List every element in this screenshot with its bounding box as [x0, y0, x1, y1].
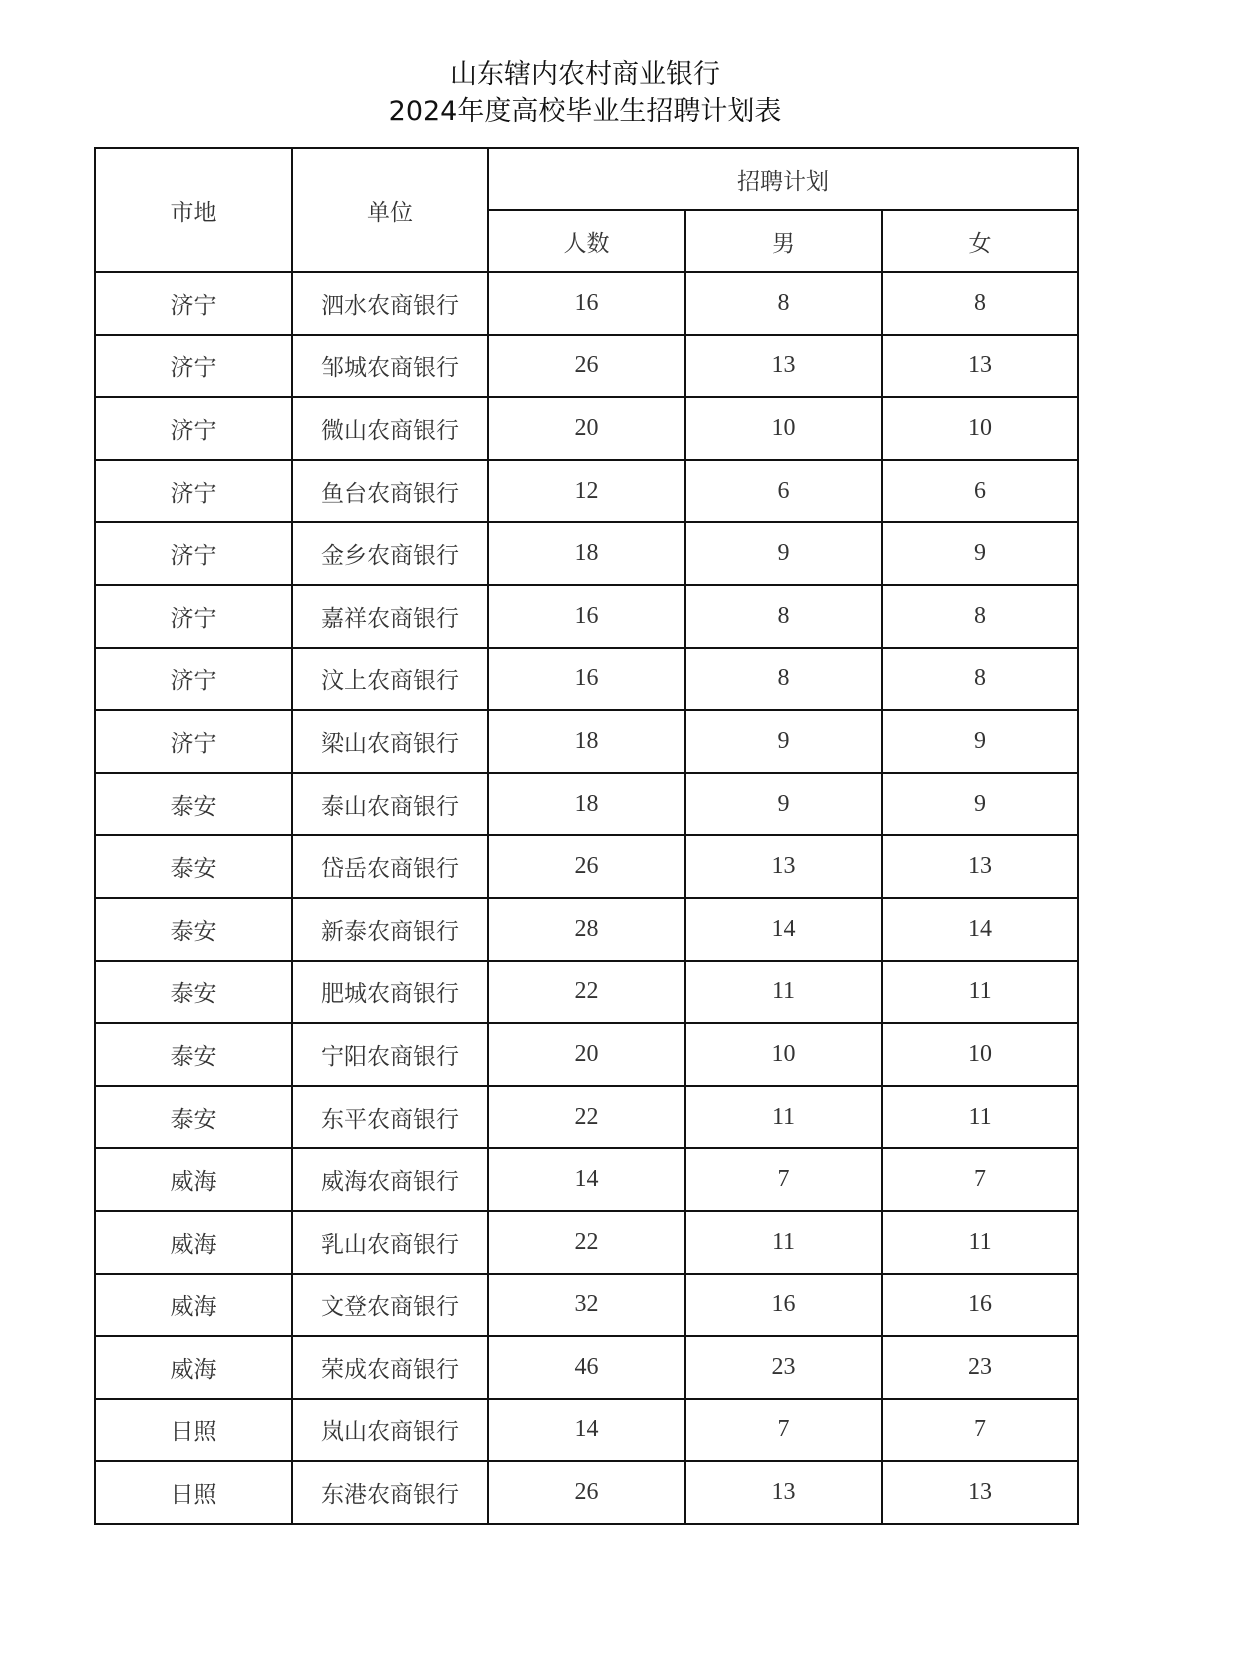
unit-cell: 嘉祥农商银行: [292, 585, 488, 648]
table-row: [95, 835, 1078, 898]
table-row: [95, 1023, 1078, 1086]
male-cell: 11: [685, 1211, 882, 1274]
total-cell: 22: [488, 961, 685, 1024]
city-cell: 济宁: [95, 272, 292, 335]
header-city: 市地: [95, 148, 292, 272]
unit-cell: 乳山农商银行: [292, 1211, 488, 1274]
male-cell: 14: [685, 898, 882, 961]
table-row: [95, 272, 1078, 335]
male-cell: 11: [685, 961, 882, 1024]
table-row: [95, 1336, 1078, 1399]
total-cell: 22: [488, 1211, 685, 1274]
male-cell: 8: [685, 648, 882, 711]
male-cell: 9: [685, 522, 882, 585]
unit-cell: 梁山农商银行: [292, 710, 488, 773]
table-row: [95, 1211, 1078, 1274]
table-row: [95, 1148, 1078, 1211]
total-cell: 16: [488, 585, 685, 648]
city-cell: 济宁: [95, 397, 292, 460]
male-cell: 13: [685, 1461, 882, 1524]
unit-cell: 泰山农商银行: [292, 773, 488, 836]
city-cell: 泰安: [95, 1086, 292, 1149]
city-cell: 威海: [95, 1336, 292, 1399]
city-cell: 威海: [95, 1211, 292, 1274]
female-cell: 14: [882, 898, 1078, 961]
header-recruitment-plan: 招聘计划: [488, 148, 1078, 210]
table-row: [95, 460, 1078, 523]
male-cell: 7: [685, 1399, 882, 1462]
table-row: [95, 773, 1078, 836]
city-cell: 威海: [95, 1148, 292, 1211]
total-cell: 20: [488, 397, 685, 460]
table-row: [95, 1399, 1078, 1462]
unit-cell: 肥城农商银行: [292, 961, 488, 1024]
male-cell: 6: [685, 460, 882, 523]
unit-cell: 微山农商银行: [292, 397, 488, 460]
female-cell: 23: [882, 1336, 1078, 1399]
female-cell: 8: [882, 585, 1078, 648]
header-female: 女: [882, 210, 1078, 272]
unit-cell: 宁阳农商银行: [292, 1023, 488, 1086]
total-cell: 26: [488, 1461, 685, 1524]
female-cell: 10: [882, 1023, 1078, 1086]
city-cell: 济宁: [95, 522, 292, 585]
city-cell: 泰安: [95, 773, 292, 836]
header-total: 人数: [488, 210, 685, 272]
male-cell: 23: [685, 1336, 882, 1399]
female-cell: 9: [882, 773, 1078, 836]
female-cell: 11: [882, 1086, 1078, 1149]
recruitment-plan-table: [94, 147, 1079, 1525]
header-male: 男: [685, 210, 882, 272]
total-cell: 32: [488, 1274, 685, 1337]
city-cell: 威海: [95, 1274, 292, 1337]
city-cell: 泰安: [95, 898, 292, 961]
total-cell: 14: [488, 1399, 685, 1462]
male-cell: 16: [685, 1274, 882, 1337]
female-cell: 10: [882, 397, 1078, 460]
total-cell: 12: [488, 460, 685, 523]
total-cell: 28: [488, 898, 685, 961]
table-row: [95, 1086, 1078, 1149]
unit-cell: 东平农商银行: [292, 1086, 488, 1149]
male-cell: 8: [685, 272, 882, 335]
female-cell: 11: [882, 961, 1078, 1024]
female-cell: 8: [882, 648, 1078, 711]
unit-cell: 东港农商银行: [292, 1461, 488, 1524]
female-cell: 11: [882, 1211, 1078, 1274]
unit-cell: 威海农商银行: [292, 1148, 488, 1211]
table-row: [95, 961, 1078, 1024]
table-row: [95, 1274, 1078, 1337]
city-cell: 济宁: [95, 585, 292, 648]
city-cell: 济宁: [95, 460, 292, 523]
city-cell: 泰安: [95, 1023, 292, 1086]
male-cell: 10: [685, 1023, 882, 1086]
table-row: [95, 1461, 1078, 1524]
city-cell: 济宁: [95, 335, 292, 398]
table-row: [95, 648, 1078, 711]
city-cell: 济宁: [95, 648, 292, 711]
male-cell: 7: [685, 1148, 882, 1211]
unit-cell: 泗水农商银行: [292, 272, 488, 335]
female-cell: 16: [882, 1274, 1078, 1337]
female-cell: 9: [882, 522, 1078, 585]
female-cell: 13: [882, 835, 1078, 898]
total-cell: 20: [488, 1023, 685, 1086]
total-cell: 46: [488, 1336, 685, 1399]
total-cell: 26: [488, 835, 685, 898]
female-cell: 9: [882, 710, 1078, 773]
unit-cell: 新泰农商银行: [292, 898, 488, 961]
unit-cell: 岱岳农商银行: [292, 835, 488, 898]
male-cell: 13: [685, 335, 882, 398]
unit-cell: 邹城农商银行: [292, 335, 488, 398]
female-cell: 8: [882, 272, 1078, 335]
total-cell: 16: [488, 272, 685, 335]
unit-cell: 汶上农商银行: [292, 648, 488, 711]
table-row: [95, 898, 1078, 961]
unit-cell: 金乡农商银行: [292, 522, 488, 585]
city-cell: 泰安: [95, 961, 292, 1024]
male-cell: 9: [685, 773, 882, 836]
female-cell: 6: [882, 460, 1078, 523]
total-cell: 26: [488, 335, 685, 398]
male-cell: 8: [685, 585, 882, 648]
table-row: [95, 522, 1078, 585]
header-unit: 单位: [292, 148, 488, 272]
document-title: 山东辖内农村商业银行: [450, 59, 720, 90]
male-cell: 10: [685, 397, 882, 460]
document-subtitle: 2024年度高校毕业生招聘计划表: [388, 96, 782, 127]
unit-cell: 鱼台农商银行: [292, 460, 488, 523]
total-cell: 18: [488, 710, 685, 773]
total-cell: 18: [488, 522, 685, 585]
table-row: [95, 335, 1078, 398]
total-cell: 14: [488, 1148, 685, 1211]
female-cell: 7: [882, 1148, 1078, 1211]
male-cell: 11: [685, 1086, 882, 1149]
city-cell: 日照: [95, 1399, 292, 1462]
male-cell: 13: [685, 835, 882, 898]
total-cell: 18: [488, 773, 685, 836]
female-cell: 13: [882, 1461, 1078, 1524]
female-cell: 13: [882, 335, 1078, 398]
table-row: [95, 585, 1078, 648]
city-cell: 济宁: [95, 710, 292, 773]
total-cell: 22: [488, 1086, 685, 1149]
city-cell: 日照: [95, 1461, 292, 1524]
table-row: [95, 710, 1078, 773]
total-cell: 16: [488, 648, 685, 711]
male-cell: 9: [685, 710, 882, 773]
unit-cell: 文登农商银行: [292, 1274, 488, 1337]
table-row: [95, 397, 1078, 460]
unit-cell: 岚山农商银行: [292, 1399, 488, 1462]
city-cell: 泰安: [95, 835, 292, 898]
female-cell: 7: [882, 1399, 1078, 1462]
unit-cell: 荣成农商银行: [292, 1336, 488, 1399]
